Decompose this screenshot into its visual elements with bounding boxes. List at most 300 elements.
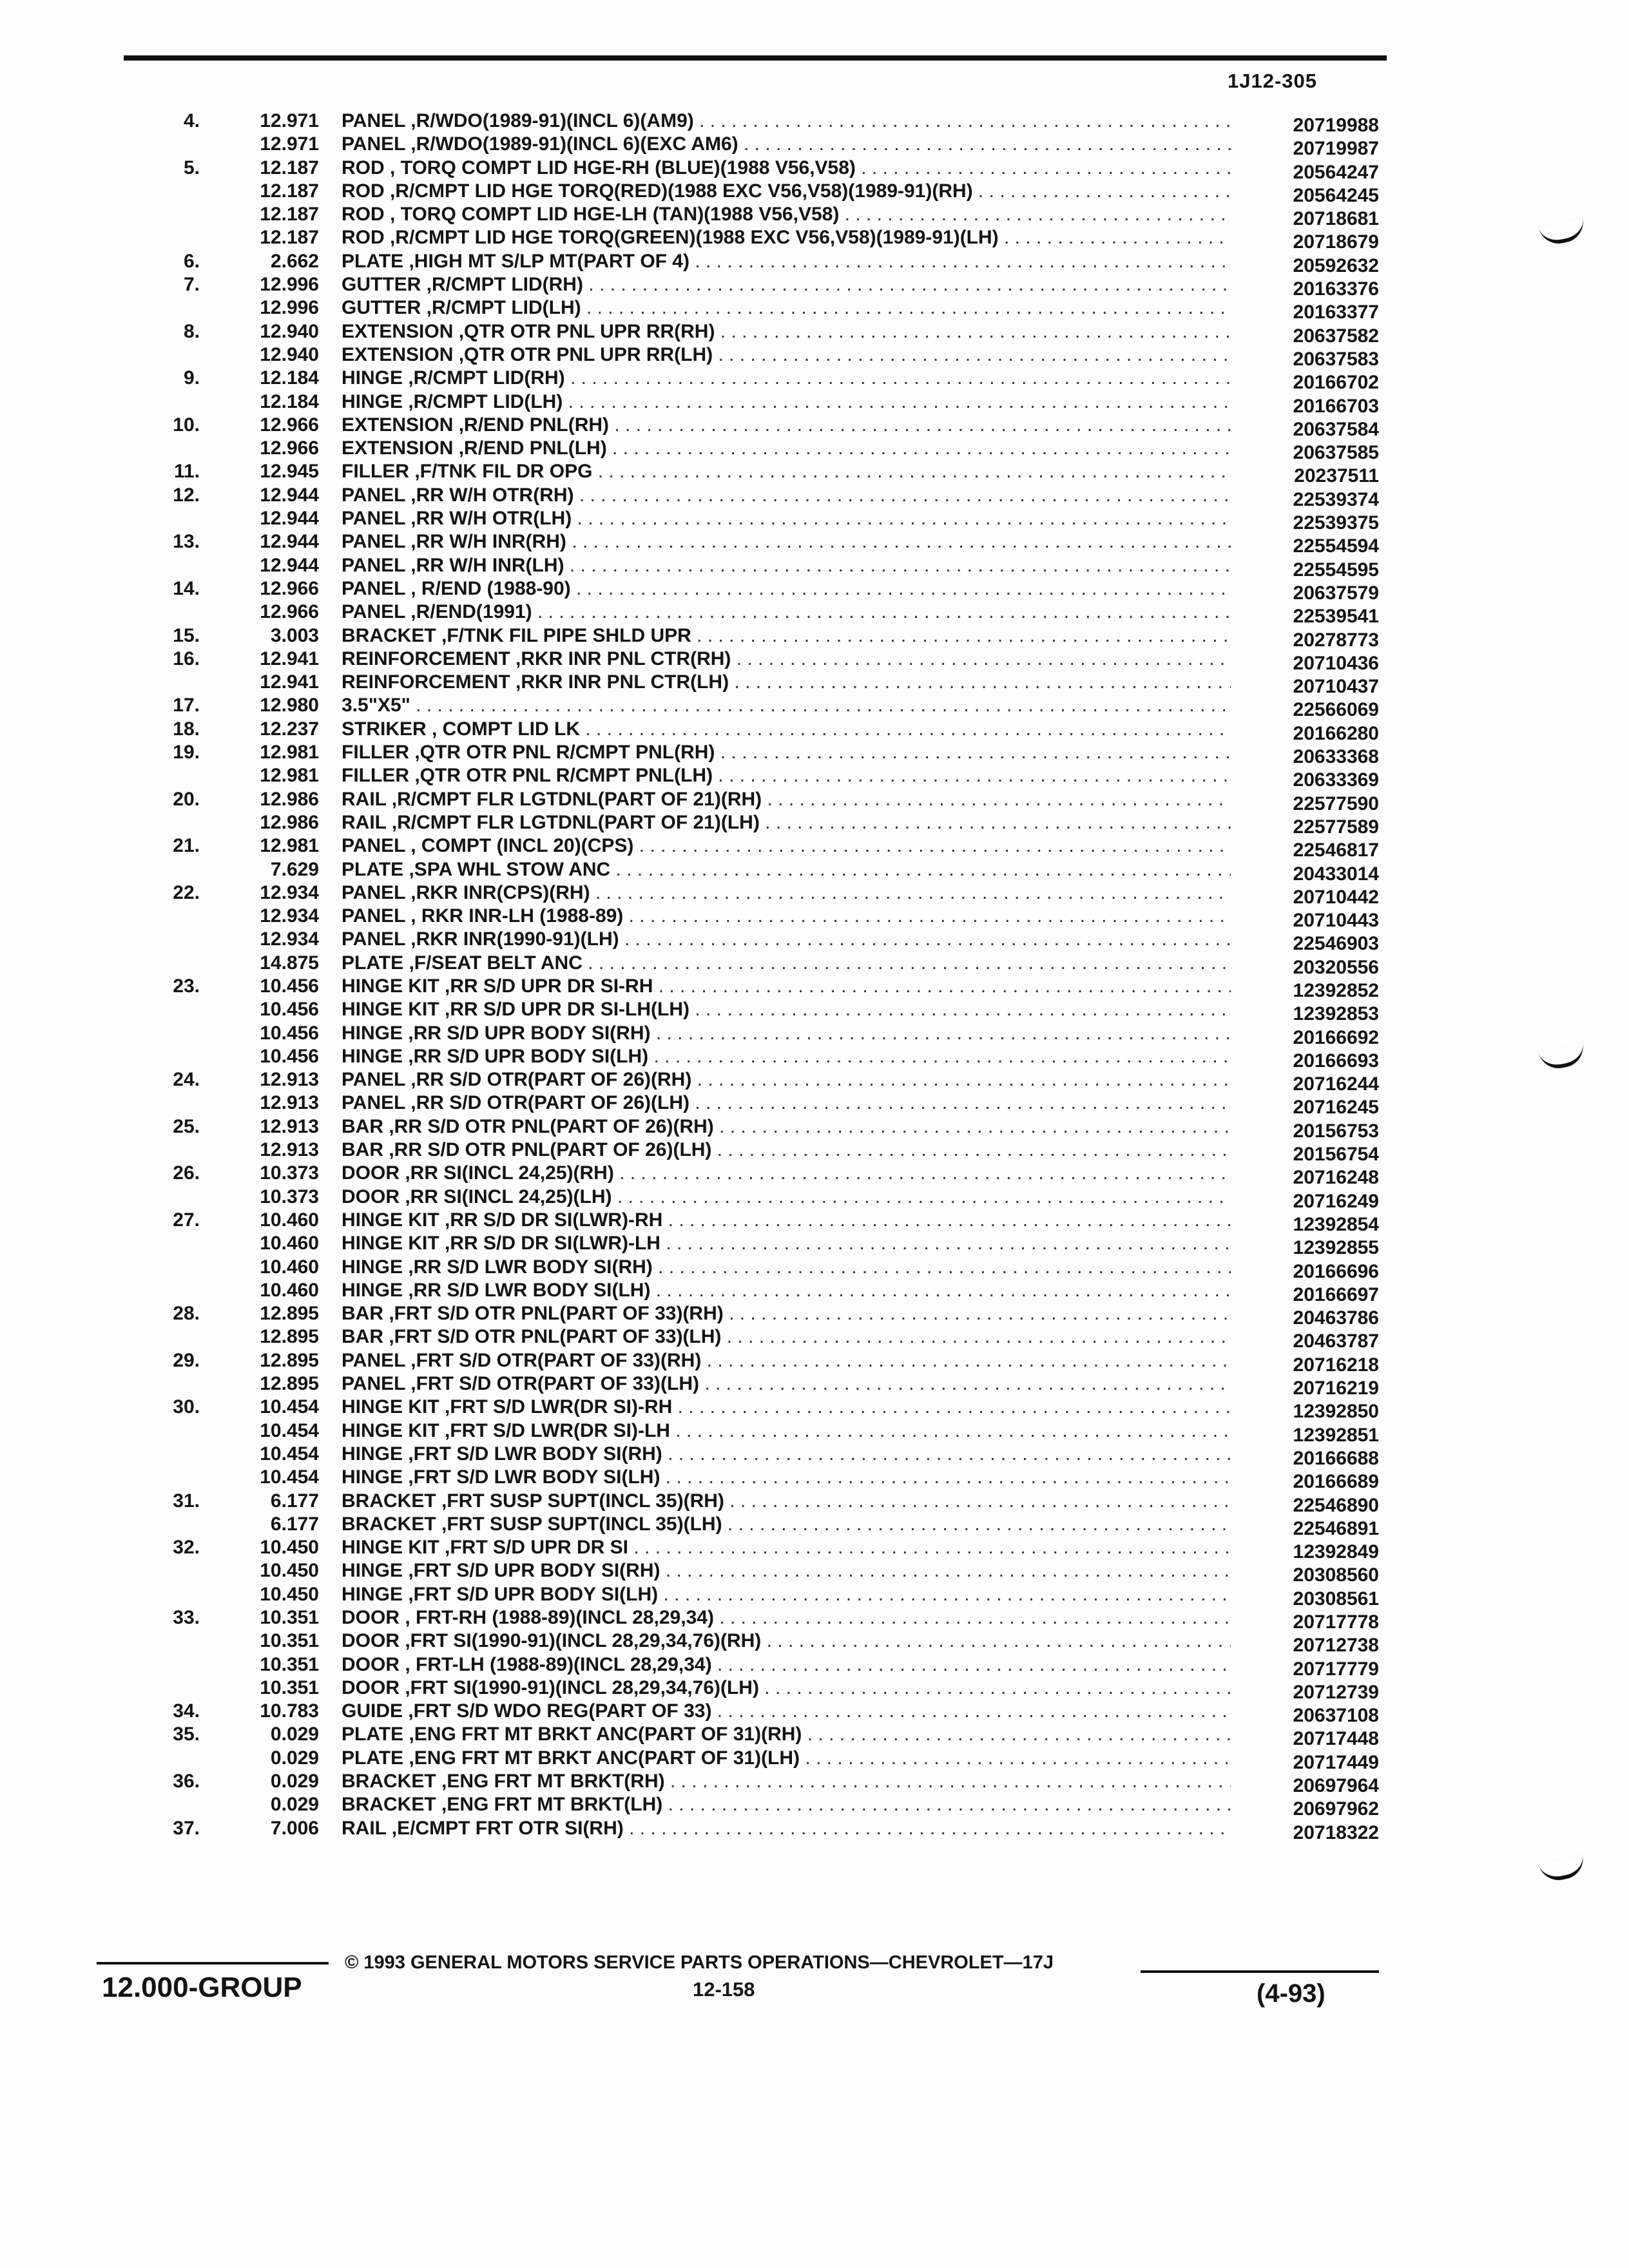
- group-code: 10.456: [260, 1022, 319, 1044]
- part-description: HINGE KIT ,FRT S/D LWR(DR SI)-LH . . .: [342, 1419, 1231, 1443]
- parts-row: [155, 133, 1379, 160]
- ref-number: 18.: [173, 718, 200, 740]
- group-code: 6.177: [270, 1513, 319, 1535]
- group-code: 12.966: [260, 577, 319, 599]
- parts-row: [155, 975, 1379, 1001]
- group-code: 12.996: [260, 297, 319, 319]
- ref-number: 36.: [173, 1771, 200, 1792]
- part-description: HINGE KIT ,FRT S/D LWR(DR SI)-RH . . .: [342, 1396, 1231, 1419]
- part-number: 20719987: [1293, 138, 1379, 160]
- parts-row: [155, 273, 1379, 300]
- parts-row: [155, 952, 1379, 978]
- part-description: FILLER ,F/TNK FIL DR OPG . . .: [342, 460, 1231, 483]
- parts-row: [155, 554, 1379, 581]
- group-code: 12.971: [260, 110, 319, 131]
- parts-row: [155, 1115, 1379, 1142]
- part-number: 20716248: [1293, 1167, 1379, 1189]
- parts-row: [155, 1022, 1379, 1048]
- part-description: HINGE KIT ,RR S/D UPR DR SI-LH(LH) . . .: [342, 998, 1231, 1021]
- parts-row: [155, 1653, 1379, 1680]
- part-number: 20712738: [1293, 1635, 1379, 1657]
- part-number: 20278773: [1293, 629, 1379, 651]
- part-number: 20463787: [1293, 1331, 1379, 1352]
- part-description: REINFORCEMENT ,RKR INR PNL CTR(RH) . . .: [342, 648, 1231, 671]
- group-code: 12.184: [260, 390, 319, 412]
- part-number: 20633369: [1293, 769, 1379, 791]
- part-number: 20237511: [1294, 465, 1379, 487]
- parts-row: [155, 226, 1379, 253]
- group-code: 10.460: [260, 1233, 319, 1254]
- part-number: 20712739: [1293, 1681, 1379, 1703]
- footer-rule-left: [97, 1962, 329, 1965]
- group-code: 12.981: [260, 742, 319, 764]
- parts-row: [155, 1186, 1379, 1212]
- part-description: HINGE ,FRT S/D LWR BODY SI(LH) . . .: [342, 1466, 1231, 1489]
- ref-number: 21.: [173, 835, 200, 857]
- parts-row: [155, 1372, 1379, 1399]
- part-number: 20592632: [1293, 255, 1379, 276]
- part-description: BRACKET ,FRT SUSP SUPT(INCL 35)(RH) . . .: [342, 1490, 1231, 1513]
- group-code: 3.003: [270, 624, 319, 646]
- group-code: 12.981: [260, 765, 319, 787]
- parts-row: [155, 367, 1379, 394]
- part-description: DOOR ,RR SI(INCL 24,25)(RH) . . .: [342, 1162, 1231, 1185]
- part-description: BAR ,RR S/D OTR PNL(PART OF 26)(LH) . . .: [342, 1139, 1231, 1162]
- part-description: DOOR , FRT-LH (1988-89)(INCL 28,29,34) . . .: [342, 1653, 1231, 1677]
- part-number: 20697964: [1293, 1775, 1379, 1797]
- ref-number: 20.: [173, 788, 200, 810]
- parts-row: [155, 1325, 1379, 1352]
- part-number: 20637579: [1293, 582, 1379, 604]
- part-description: RAIL ,R/CMPT FLR LGTDNL(PART OF 21)(LH) . . .: [342, 811, 1231, 834]
- group-code: 12.913: [260, 1092, 319, 1114]
- part-number: 22546817: [1293, 840, 1379, 861]
- parts-row: [155, 1256, 1379, 1282]
- part-description: GUTTER ,R/CMPT LID(LH) . . .: [342, 296, 1231, 320]
- group-code: 10.460: [260, 1279, 319, 1301]
- part-number: 22554595: [1293, 559, 1379, 581]
- parts-row: [155, 834, 1379, 861]
- group-code: 12.184: [260, 367, 319, 389]
- group-code: 12.986: [260, 811, 319, 833]
- ref-number: 30.: [173, 1396, 200, 1418]
- parts-row: [155, 1770, 1379, 1797]
- parts-row: [155, 1045, 1379, 1072]
- parts-row: [155, 1419, 1379, 1446]
- part-number: 20166696: [1293, 1260, 1379, 1282]
- parts-row: [155, 718, 1379, 744]
- group-code: 12.913: [260, 1139, 319, 1161]
- ref-number: 13.: [173, 531, 200, 553]
- parts-row: [155, 577, 1379, 604]
- parts-row: [155, 1302, 1379, 1329]
- footer-group-label: 12.000-GROUP: [102, 1972, 302, 2003]
- group-code: 12.966: [260, 601, 319, 623]
- part-number: 20166688: [1293, 1447, 1379, 1469]
- parts-row: [155, 811, 1379, 838]
- parts-row: [155, 1139, 1379, 1166]
- group-code: 12.981: [260, 835, 319, 857]
- group-code: 10.456: [260, 1045, 319, 1067]
- margin-mark: [1538, 1043, 1586, 1072]
- part-number: 20710442: [1293, 886, 1379, 908]
- part-number: 12392855: [1293, 1237, 1379, 1259]
- parts-row: [155, 1490, 1379, 1516]
- group-code: 0.029: [270, 1724, 319, 1745]
- group-code: 10.456: [260, 975, 319, 997]
- part-description: HINGE KIT ,RR S/D DR SI(LWR)-LH . . .: [342, 1232, 1231, 1255]
- part-description: PANEL , COMPT (INCL 20)(CPS) . . .: [342, 834, 1231, 858]
- part-description: PLATE ,F/SEAT BELT ANC . . .: [342, 952, 1231, 975]
- part-number: 20716249: [1293, 1190, 1379, 1212]
- part-number: 22554594: [1293, 535, 1379, 557]
- part-description: GUIDE ,FRT S/D WDO REG(PART OF 33) . . .: [342, 1700, 1231, 1723]
- group-code: 12.934: [260, 905, 319, 927]
- group-code: 10.351: [260, 1607, 319, 1628]
- group-code: 7.006: [270, 1817, 319, 1839]
- group-code: 12.940: [260, 320, 319, 342]
- page-code: 1J12-305: [1228, 70, 1318, 92]
- group-code: 10.351: [260, 1653, 319, 1675]
- part-number: 12392851: [1293, 1424, 1379, 1446]
- group-code: 12.944: [260, 508, 319, 530]
- group-code: 12.941: [260, 648, 319, 669]
- group-code: 10.373: [260, 1162, 319, 1184]
- part-number: 20163376: [1293, 278, 1379, 300]
- part-number: 20564245: [1293, 184, 1379, 206]
- ref-number: 25.: [173, 1115, 200, 1137]
- part-description: HINGE ,RR S/D UPR BODY SI(LH) . . .: [342, 1045, 1231, 1068]
- part-number: 20166703: [1293, 395, 1379, 417]
- parts-row: [155, 1513, 1379, 1539]
- part-number: 20637108: [1293, 1705, 1379, 1727]
- part-number: 20156753: [1293, 1120, 1379, 1142]
- part-description: BRACKET ,ENG FRT MT BRKT(LH) . . .: [342, 1793, 1231, 1816]
- group-code: 12.945: [260, 461, 319, 483]
- group-code: 12.980: [260, 695, 319, 716]
- part-description: PANEL , RKR INR-LH (1988-89) . . .: [342, 905, 1231, 928]
- part-number: 12392854: [1293, 1213, 1379, 1235]
- part-number: 20710443: [1293, 910, 1379, 932]
- part-description: STRIKER , COMPT LID LK . . .: [342, 718, 1231, 741]
- parts-row: [155, 180, 1379, 206]
- parts-row: [155, 601, 1379, 628]
- part-description: PANEL ,RKR INR(CPS)(RH) . . .: [342, 881, 1231, 905]
- ref-number: 29.: [173, 1349, 200, 1371]
- part-number: 20717778: [1293, 1611, 1379, 1633]
- ref-number: 6.: [183, 250, 200, 272]
- parts-row: [155, 1279, 1379, 1305]
- group-code: 10.351: [260, 1677, 319, 1698]
- ref-number: 17.: [173, 695, 200, 716]
- parts-row: [155, 484, 1379, 510]
- part-description: HINGE KIT ,RR S/D DR SI(LWR)-RH . . .: [342, 1209, 1231, 1232]
- part-description: PANEL ,RR W/H OTR(LH) . . .: [342, 507, 1231, 530]
- part-description: HINGE ,RR S/D LWR BODY SI(LH) . . .: [342, 1279, 1231, 1302]
- ref-number: 27.: [173, 1209, 200, 1231]
- parts-row: [155, 1700, 1379, 1727]
- group-code: 10.373: [260, 1186, 319, 1207]
- part-number: 20463786: [1293, 1307, 1379, 1329]
- parts-row: [155, 296, 1379, 323]
- part-number: 22539374: [1293, 488, 1379, 510]
- part-description: EXTENSION ,R/END PNL(RH) . . .: [342, 414, 1231, 437]
- parts-row: [155, 320, 1379, 347]
- part-number: 20163377: [1293, 302, 1379, 323]
- parts-row: [155, 928, 1379, 955]
- part-number: 22539541: [1293, 606, 1379, 628]
- part-number: 20716244: [1293, 1073, 1379, 1095]
- parts-row: [155, 414, 1379, 440]
- part-description: HINGE ,FRT S/D UPR BODY SI(RH) . . .: [342, 1559, 1231, 1582]
- top-rule: [124, 55, 1387, 61]
- group-code: 12.986: [260, 788, 319, 810]
- ref-number: 24.: [173, 1069, 200, 1091]
- ref-number: 19.: [173, 742, 200, 764]
- part-description: DOOR ,RR SI(INCL 24,25)(LH) . . .: [342, 1186, 1231, 1209]
- part-number: 20716218: [1293, 1354, 1379, 1376]
- parts-row: [155, 1606, 1379, 1633]
- group-code: 12.895: [260, 1303, 319, 1325]
- part-number: 22577590: [1293, 793, 1379, 814]
- parts-row: [155, 507, 1379, 534]
- ref-number: 23.: [173, 975, 200, 997]
- parts-row: [155, 1536, 1379, 1563]
- part-number: 20719988: [1293, 115, 1379, 136]
- group-code: 12.913: [260, 1115, 319, 1137]
- part-number: 20166702: [1293, 372, 1379, 394]
- group-code: 12.944: [260, 554, 319, 576]
- part-description: HINGE ,FRT S/D LWR BODY SI(RH) . . .: [342, 1443, 1231, 1466]
- group-code: 12.934: [260, 928, 319, 950]
- ref-number: 15.: [173, 624, 200, 646]
- part-number: 22566069: [1293, 699, 1379, 721]
- parts-row: [155, 250, 1379, 276]
- part-number: 20320556: [1293, 956, 1379, 978]
- group-code: 10.351: [260, 1630, 319, 1652]
- ref-number: 37.: [173, 1817, 200, 1839]
- part-number: 20308560: [1293, 1564, 1379, 1586]
- parts-row: [155, 1629, 1379, 1657]
- parts-row: [155, 437, 1379, 464]
- group-code: 12.971: [260, 133, 319, 155]
- ref-number: 14.: [173, 577, 200, 599]
- group-code: 12.187: [260, 157, 319, 178]
- part-description: PLATE ,ENG FRT MT BRKT ANC(PART OF 31)(LH) . . .: [342, 1747, 1231, 1770]
- group-code: 12.187: [260, 227, 319, 249]
- part-description: EXTENSION ,QTR OTR PNL UPR RR(RH) . . .: [342, 320, 1231, 343]
- group-code: 10.454: [260, 1396, 319, 1418]
- part-number: 12392853: [1293, 1003, 1379, 1025]
- part-description: FILLER ,QTR OTR PNL R/CMPT PNL(RH) . . .: [342, 741, 1231, 764]
- group-code: 0.029: [270, 1794, 319, 1816]
- parts-row: [155, 530, 1379, 557]
- part-number: 20433014: [1293, 863, 1379, 885]
- part-description: PANEL ,RR S/D OTR(PART OF 26)(LH) . . .: [342, 1091, 1231, 1115]
- part-number: 20166280: [1293, 722, 1379, 744]
- group-code: 12.966: [260, 437, 319, 459]
- part-description: HINGE ,RR S/D UPR BODY SI(RH) . . .: [342, 1022, 1231, 1045]
- parts-row: [155, 1209, 1379, 1235]
- part-description: BRACKET ,ENG FRT MT BRKT(RH) . . .: [342, 1770, 1231, 1793]
- part-number: 22546891: [1293, 1517, 1379, 1539]
- ref-number: 34.: [173, 1700, 200, 1722]
- group-code: 6.177: [270, 1490, 319, 1512]
- parts-row: [155, 764, 1379, 791]
- part-description: ROD ,R/CMPT LID HGE TORQ(RED)(1988 EXC V56,V58)(1989-91)(RH) . . .: [342, 180, 1231, 203]
- group-code: 0.029: [270, 1771, 319, 1792]
- parts-row: [155, 858, 1379, 885]
- parts-row: [155, 1559, 1379, 1586]
- part-description: EXTENSION ,R/END PNL(LH) . . .: [342, 437, 1231, 460]
- part-number: 20697962: [1293, 1798, 1379, 1820]
- parts-row: [155, 1583, 1379, 1610]
- parts-row: [155, 1747, 1379, 1773]
- parts-row: [155, 343, 1379, 370]
- margin-mark: [1538, 218, 1586, 247]
- part-number: 20718681: [1293, 208, 1379, 230]
- parts-row: [155, 203, 1379, 230]
- footer-rule-right: [1141, 1970, 1379, 1973]
- footer-copyright: © 1993 GENERAL MOTORS SERVICE PARTS OPERATIONS—CHEVROLET—17J: [345, 1952, 1054, 1973]
- ref-number: 8.: [183, 320, 200, 342]
- part-description: ROD , TORQ COMPT LID HGE-LH (TAN)(1988 V56,V58) . . .: [342, 203, 1231, 226]
- part-number: 22577589: [1293, 816, 1379, 838]
- part-description: HINGE KIT ,RR S/D UPR DR SI-RH . . .: [342, 975, 1231, 998]
- group-code: 12.913: [260, 1069, 319, 1091]
- part-description: PANEL ,R/WDO(1989-91)(INCL 6)(EXC AM6) . . .: [342, 133, 1231, 156]
- part-description: DOOR ,FRT SI(1990-91)(INCL 28,29,34,76)(LH) . . .: [342, 1677, 1231, 1700]
- group-code: 14.875: [260, 952, 319, 974]
- ref-number: 31.: [173, 1490, 200, 1512]
- ref-number: 33.: [173, 1607, 200, 1628]
- group-code: 12.237: [260, 718, 319, 740]
- part-number: 22539375: [1293, 512, 1379, 534]
- parts-row: [155, 998, 1379, 1025]
- part-description: ROD ,R/CMPT LID HGE TORQ(GREEN)(1988 EXC V56,V58)(1989-91)(LH) . . .: [342, 226, 1231, 249]
- footer-page-number: 12-158: [693, 1978, 755, 2001]
- part-number: 20633368: [1293, 746, 1379, 768]
- part-description: EXTENSION ,QTR OTR PNL UPR RR(LH) . . .: [342, 343, 1231, 367]
- part-description: PANEL ,RKR INR(1990-91)(LH) . . .: [342, 928, 1231, 951]
- group-code: 12.996: [260, 274, 319, 296]
- group-code: 10.460: [260, 1209, 319, 1231]
- parts-row: [155, 1091, 1379, 1119]
- parts-row: [155, 788, 1379, 814]
- part-number: 20156754: [1293, 1144, 1379, 1166]
- group-code: 12.895: [260, 1349, 319, 1371]
- group-code: 2.662: [270, 250, 319, 272]
- part-description: HINGE KIT ,FRT S/D UPR DR SI . . .: [342, 1536, 1231, 1559]
- footer-date: (4-93): [1257, 1979, 1325, 2008]
- part-description: HINGE ,FRT S/D UPR BODY SI(LH) . . .: [342, 1583, 1231, 1606]
- parts-row: [155, 648, 1379, 674]
- part-number: 20718322: [1293, 1821, 1379, 1843]
- part-description: BRACKET ,F/TNK FIL PIPE SHLD UPR . . .: [342, 624, 1231, 648]
- group-code: 10.454: [260, 1419, 319, 1441]
- part-number: 20637583: [1293, 348, 1379, 370]
- group-code: 10.450: [260, 1583, 319, 1605]
- part-description: HINGE ,RR S/D LWR BODY SI(RH) . . .: [342, 1256, 1231, 1279]
- part-description: PANEL ,FRT S/D OTR(PART OF 33)(LH) . . .: [342, 1372, 1231, 1396]
- part-description: BRACKET ,FRT SUSP SUPT(INCL 35)(LH) . . .: [342, 1513, 1231, 1536]
- ref-number: 5.: [183, 157, 200, 178]
- parts-row: [155, 1349, 1379, 1376]
- part-description: BAR ,FRT S/D OTR PNL(PART OF 33)(LH) . . .: [342, 1325, 1231, 1349]
- group-code: 12.187: [260, 180, 319, 202]
- margin-mark: [1538, 1854, 1586, 1884]
- parts-row: [155, 741, 1379, 768]
- parts-row: [155, 1068, 1379, 1095]
- part-description: RAIL ,E/CMPT FRT OTR SI(RH) . . .: [342, 1817, 1231, 1840]
- part-number: 20166693: [1293, 1050, 1379, 1072]
- part-number: 20710436: [1293, 652, 1379, 674]
- part-number: 20166689: [1293, 1471, 1379, 1493]
- part-description: PANEL ,R/WDO(1989-91)(INCL 6)(AM9) . . .: [342, 110, 1231, 133]
- group-code: 12.940: [260, 343, 319, 365]
- part-description: RAIL ,R/CMPT FLR LGTDNL(PART OF 21)(RH) . . .: [342, 788, 1231, 811]
- group-code: 10.783: [260, 1700, 319, 1722]
- part-number: 20717448: [1293, 1728, 1379, 1750]
- part-description: HINGE ,R/CMPT LID(LH) . . .: [342, 390, 1231, 414]
- group-code: 10.450: [260, 1560, 319, 1582]
- part-description: PANEL , R/END (1988-90) . . .: [342, 577, 1231, 601]
- parts-row: [155, 1443, 1379, 1469]
- parts-list: [155, 110, 1379, 1843]
- part-number: 20718679: [1293, 231, 1379, 253]
- part-number: 20637585: [1293, 442, 1379, 464]
- parts-row: [155, 1162, 1379, 1189]
- part-description: BAR ,RR S/D OTR PNL(PART OF 26)(RH) . . .: [342, 1115, 1231, 1139]
- part-number: 20717779: [1293, 1658, 1379, 1680]
- ref-number: 12.: [173, 484, 200, 506]
- part-number: 20166692: [1293, 1026, 1379, 1048]
- ref-number: 16.: [173, 648, 200, 669]
- ref-number: 35.: [173, 1724, 200, 1745]
- part-number: 20637584: [1293, 418, 1379, 440]
- group-code: 12.895: [260, 1373, 319, 1395]
- group-code: 12.944: [260, 484, 319, 506]
- group-code: 0.029: [270, 1747, 319, 1769]
- part-number: 20564247: [1293, 161, 1379, 183]
- group-code: 12.941: [260, 671, 319, 693]
- part-description: PLATE ,ENG FRT MT BRKT ANC(PART OF 31)(RH) . . .: [342, 1723, 1231, 1746]
- ref-number: 11.: [173, 461, 200, 483]
- parts-row: [155, 1723, 1379, 1750]
- part-number: 20710437: [1293, 676, 1379, 698]
- group-code: 12.187: [260, 204, 319, 226]
- part-number: 12392852: [1293, 979, 1379, 1001]
- parts-row: [155, 1396, 1379, 1423]
- part-description: GUTTER ,R/CMPT LID(RH) . . .: [342, 273, 1231, 296]
- group-code: 12.895: [260, 1326, 319, 1348]
- parts-row: [155, 157, 1379, 183]
- part-number: 12392850: [1293, 1401, 1379, 1423]
- parts-row: [155, 1677, 1379, 1703]
- part-number: 20637582: [1293, 325, 1379, 347]
- group-code: 12.934: [260, 881, 319, 903]
- group-code: 12.966: [260, 414, 319, 436]
- part-description: PANEL ,R/END(1991) . . .: [342, 601, 1231, 624]
- part-description: ROD , TORQ COMPT LID HGE-RH (BLUE)(1988 V56,V58) . . .: [342, 157, 1231, 180]
- group-code: 7.629: [270, 858, 319, 880]
- part-description: DOOR , FRT-RH (1988-89)(INCL 28,29,34) . . .: [342, 1606, 1231, 1629]
- part-number: 20716245: [1293, 1097, 1379, 1119]
- parts-row: [155, 694, 1379, 721]
- ref-number: 4.: [183, 110, 200, 131]
- part-number: 22546903: [1293, 933, 1379, 955]
- part-number: 20308561: [1293, 1588, 1379, 1610]
